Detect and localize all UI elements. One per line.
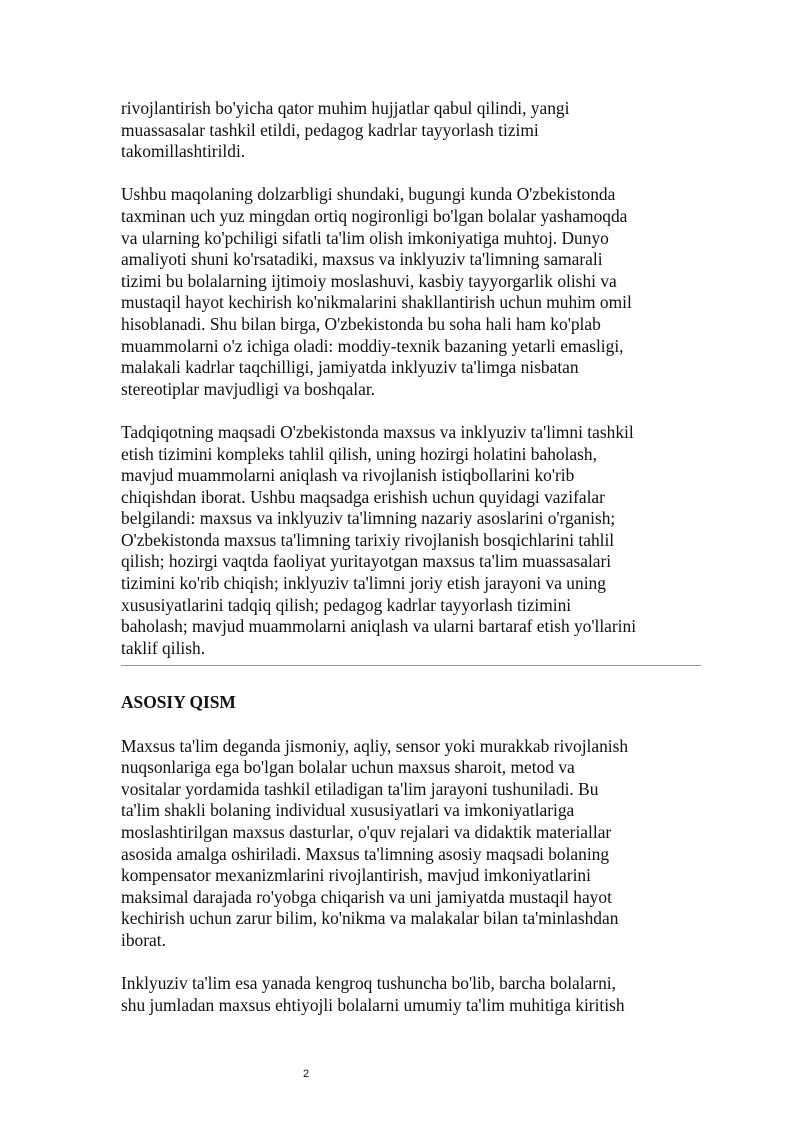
section-heading: ASOSIY QISM bbox=[121, 692, 236, 713]
paragraph-relevance: Ushbu maqolaning dolzarbligi shundaki, bugungi kunda O'zbekistonda taxminan uch yuz mingdan ortiq nogironligi bo'lgan bolalar yashamoqda va ularning ko'pchiligi sifatli ta'lim olish imkoniyatiga muhtoj. Dunyo amaliyoti shuni ko'rsatadiki, maxsus va inklyuziv ta'limning samarali tizimi bu bolalarning ijtimoiy moslashuvi, kasbiy tayyorgarlik olishi va mustaqil hayot kechirish ko'nikmalarini shakllantirish uchun muhim omil hisoblanadi. Shu bilan birga, O'zbekistonda bu soha hali ham ko'plab muammolarni o'z ichiga oladi: moddiy-texnik bazaning yetarli emasligi, malakali kadrlar taqchilligi, jamiyatda inklyuziv ta'limga nisbatan stereotiplar mavjudligi va boshqalar. bbox=[121, 184, 632, 399]
paragraph-research-goal: Tadqiqotning maqsadi O'zbekistonda maxsus va inklyuziv ta'limni tashkil etish tizimini kompleks tahlil qilish, uning hozirgi holatini baholash, mavjud muammolarni aniqlash va rivojlanish istiqbollarini ko'rib chiqishdan iborat. Ushbu maqsadga erishish uchun quyidagi vazifalar belgilandi: maxsus va inklyuziv ta'limning nazariy asoslarini o'rganish; O'zbekistonda maxsus ta'limning tarixiy rivojlanish bosqichlarini tahlil qilish; hozirgi vaqtda faoliyat yuritayotgan maxsus ta'lim muassasalari tizimini ko'rib chiqish; inklyuziv ta'limni joriy etish jarayoni va uning xususiyatlarini tadqiq qilish; pedagog kadrlar tayyorlash tizimini baholash; mavjud muammolarni aniqlash va ularni bartaraf etish yo'llarini taklif qilish. bbox=[121, 421, 637, 658]
paragraph-inclusive-education: Inklyuziv ta'lim esa yanada kengroq tushuncha bo'lib, barcha bolalarni, shu jumladan maxsus ehtiyojli bolalarni umumiy ta'lim muhitiga kiritish bbox=[121, 973, 625, 1015]
paragraph-intro-continuation: rivojlantirish bo'yicha qator muhim hujjatlar qabul qilindi, yangi muassasalar tashkil etildi, pedagog kadrlar tayyorlash tizimi takomillashtirildi. bbox=[121, 98, 570, 162]
paragraph-special-education: Maxsus ta'lim deganda jismoniy, aqliy, sensor yoki murakkab rivojlanish nuqsonlariga ega bo'lgan bolalar uchun maxsus sharoit, metod va vositalar yordamida tashkil etiladigan ta'lim jarayoni tushuniladi. Bu ta'lim shakli bolaning individual xususiyatlari va imkoniyatlariga moslashtirilgan maxsus dasturlar, o'quv rejalari va didaktik materiallar asosida amalga oshiriladi. Maxsus ta'limning asosiy maqsadi bolaning kompensator mexanizmlarini rivojlantirish, mavjud imkoniyatlarini maksimal darajada ro'yobga chiqarish va uni jamiyatda mustaqil hayot kechirish uchun zarur bilim, ko'nikma va malakalar bilan ta'minlashdan iborat. bbox=[121, 735, 629, 950]
page-number: 2 bbox=[302, 1068, 310, 1080]
section-divider bbox=[121, 665, 701, 666]
document-body bbox=[121, 98, 711, 1038]
